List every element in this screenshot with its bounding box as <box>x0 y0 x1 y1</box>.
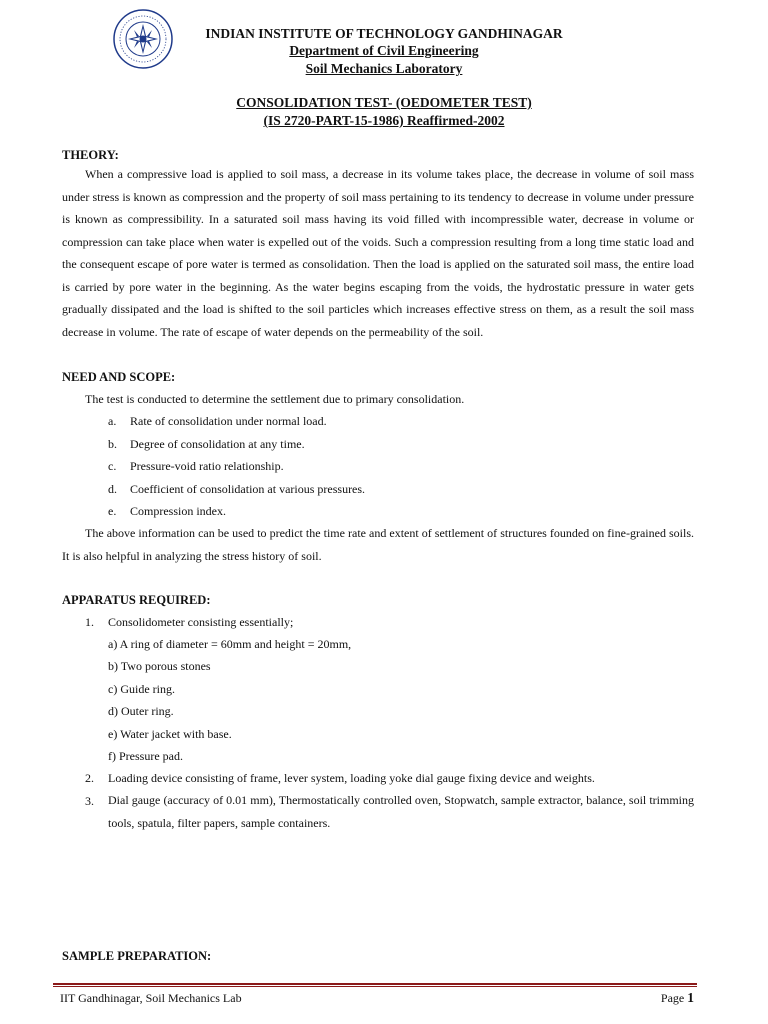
apparatus-subitem: d) Outer ring. <box>108 704 174 718</box>
institute-name: INDIAN INSTITUTE OF TECHNOLOGY GANDHINAGAR <box>205 26 563 41</box>
need-scope-intro: The test is conducted to determine the settlement due to primary consolidation. <box>85 392 465 406</box>
list-item: Rate of consolidation under normal load. <box>130 414 327 428</box>
list-marker: c. <box>108 459 117 473</box>
list-item: Coefficient of consolidation at various pressures. <box>130 482 366 496</box>
theory-paragraph: When a compressive load is applied to soil mass, a decrease in its volume takes place, the decrease in volume of soil mass under stress is known as compression and the property of soil mass pertaining to its tendency to decrease in volume under pressure is known as compressibility. In a saturated soil mass having its void filled with incompressible water, decrease in volume or compression can take place when water is expelled out of the voids. Such a compression resulting from a long time static load and the consequent escape of pore water is termed as consolidation. Then the load is applied on the saturated soil mass, the entire load is carried by pore water in the beginning. As the water begins escaping from the voids, the hydrostatic pressure in water gets gradually dissipated and the load is shifted to the soil particles which increases effective stress on them, as a result the soil mass decrease in volume. The rate of escape of water depends on the permeability of the soil. <box>62 167 694 339</box>
list-item: Degree of consolidation at any time. <box>130 437 305 451</box>
apparatus-subitem: a) A ring of diameter = 60mm and height = 20mm, <box>108 637 352 651</box>
apparatus-item-1: Consolidometer consisting essentially; <box>108 615 294 629</box>
page-number-value: 1 <box>687 990 694 1005</box>
test-title: CONSOLIDATION TEST- (OEDOMETER TEST) <box>236 95 532 110</box>
list-marker: 1. <box>85 615 94 629</box>
page-label: Page <box>660 991 685 1005</box>
apparatus-subitem: f) Pressure pad. <box>108 749 183 763</box>
footer-rule <box>53 983 697 985</box>
list-marker: a. <box>108 414 117 428</box>
need-scope-closing: The above information can be used to predict the time rate and extent of settlement of structures founded on fine-grained soils. It is also helpful in analyzing the stress history of soil. <box>62 526 694 563</box>
apparatus-subitem: b) Two porous stones <box>108 659 211 673</box>
list-marker: d. <box>108 482 117 496</box>
apparatus-subitem: c) Guide ring. <box>108 682 175 696</box>
list-marker: 2. <box>85 771 94 785</box>
footer-rule <box>53 986 697 987</box>
apparatus-item-2: Loading device consisting of frame, lever system, loading yoke dial gauge fixing device and weights. <box>108 771 595 785</box>
test-standard: (IS 2720-PART-15-1986) Reaffirmed-2002 <box>263 113 505 128</box>
apparatus-heading: APPARATUS REQUIRED: <box>62 593 211 607</box>
page-number <box>661 990 694 1006</box>
list-marker: b. <box>108 437 117 451</box>
department-name: Department of Civil Engineering <box>289 43 479 58</box>
list-item: Compression index. <box>130 504 226 518</box>
list-marker: e. <box>108 504 117 518</box>
need-scope-heading: NEED AND SCOPE: <box>62 370 176 384</box>
list-item: Pressure-void ratio relationship. <box>130 459 284 473</box>
apparatus-subitem: e) Water jacket with base. <box>108 727 232 741</box>
theory-heading: THEORY: <box>62 148 119 162</box>
footer-lab-name: IIT Gandhinagar, Soil Mechanics Lab <box>60 991 242 1005</box>
sample-preparation-heading: SAMPLE PREPARATION: <box>62 949 212 963</box>
list-marker: 3. <box>85 794 94 808</box>
apparatus-item-3: Dial gauge (accuracy of 0.01 mm), Thermostatically controlled oven, Stopwatch, sample extractor, balance, soil trimming tools, spatula, filter papers, sample containers. <box>108 793 694 830</box>
lab-name: Soil Mechanics Laboratory <box>305 61 463 76</box>
